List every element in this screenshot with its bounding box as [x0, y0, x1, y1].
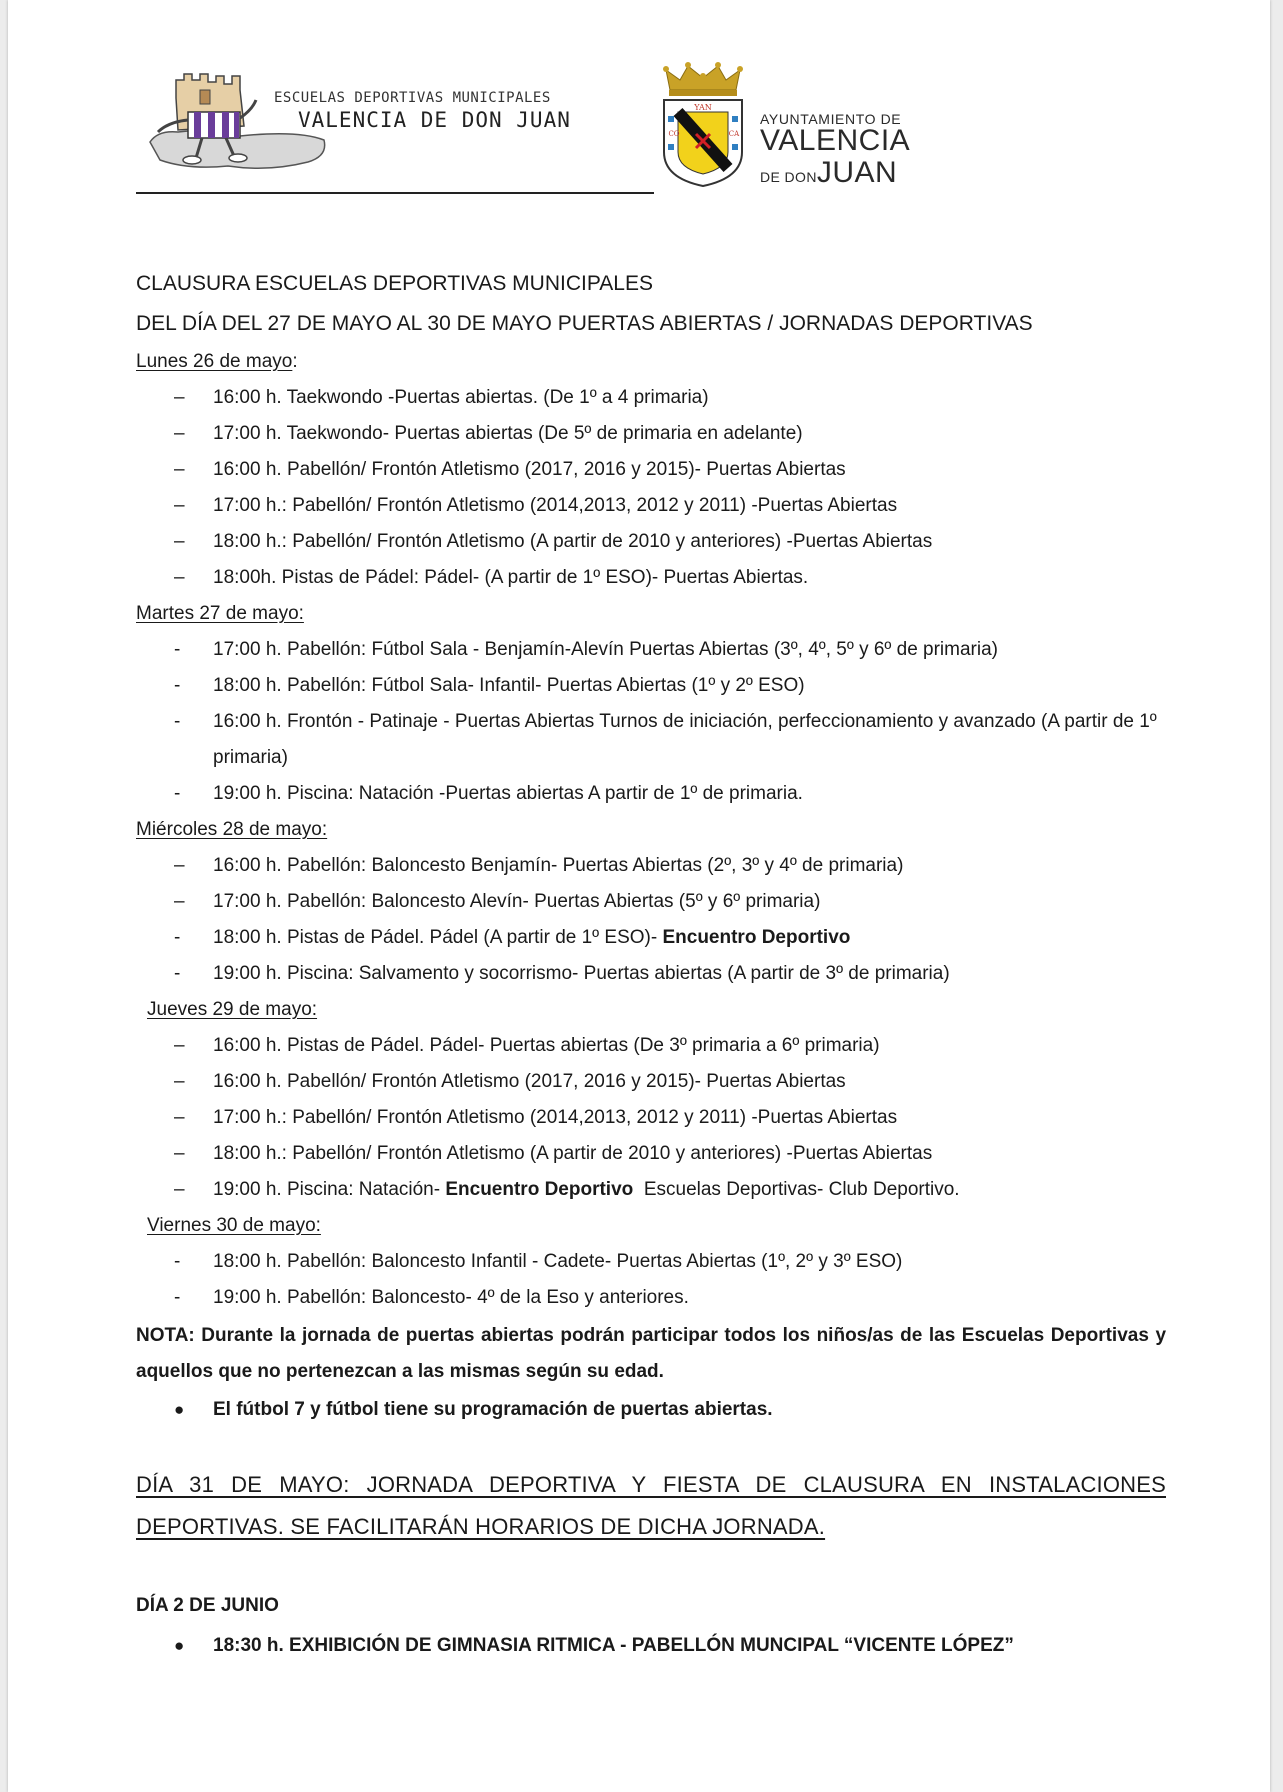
ayuntamiento-line1: AYUNTAMIENTO DE [760, 111, 902, 127]
day-label: Viernes 30 de mayo: [147, 1215, 321, 1236]
list-item [136, 776, 1166, 812]
list-item [136, 848, 1166, 884]
bullet-dot-icon: ● [174, 1636, 185, 1655]
day-label: Lunes 26 de mayo [136, 351, 293, 372]
item-text: 19:00 h. Piscina: Salvamento y socorrismo- Puertas abiertas (A partir de 3º de primaria) [213, 963, 950, 984]
list-item [136, 488, 1166, 524]
nota-label: NOTA: [136, 1325, 195, 1346]
item-text: 18:00 h.: Pabellón/ Frontón Atletismo (A partir de 2010 y anteriores) -Puertas Abiertas [213, 531, 933, 552]
list-item [136, 1390, 1166, 1430]
list-jueves [136, 1028, 1166, 1208]
item-text: 18:00 h. Pabellón: Baloncesto Infantil - Cadete- Puertas Abiertas (1º, 2º y 3º ESO) [213, 1251, 903, 1272]
nota-bullet-list [136, 1390, 1166, 1430]
list-martes [136, 632, 1166, 812]
list-miercoles [136, 848, 1166, 992]
dash-bullet: - [174, 1251, 181, 1272]
day-heading-viernes [136, 1208, 1166, 1244]
header-divider [136, 192, 654, 194]
dash-bullet: - [174, 711, 181, 732]
list-item [136, 1172, 1166, 1208]
day-heading-jueves [136, 992, 1166, 1028]
nota-text: Durante la jornada de puertas abiertas podrán participar todos los niños/as de las Escuelas Deportivas y aquellos que no pertenezcan a las mismas según su edad. [136, 1325, 1167, 1382]
dash-bullet: – [174, 459, 185, 480]
item-text: 16:00 h. Frontón - Patinaje - Puertas Abiertas Turnos de iniciación, perfeccionamiento y avanzado (A partir de 1º primaria) [213, 711, 1157, 768]
list-item [136, 884, 1166, 920]
list-item [136, 416, 1166, 452]
dash-bullet: – [174, 1035, 185, 1056]
item-text: 18:30 h. EXHIBICIÓN DE GIMNASIA RITMICA - PABELLÓN MUNCIPAL “VICENTE LÓPEZ” [213, 1635, 1014, 1656]
list-item [136, 452, 1166, 488]
dash-bullet: – [174, 531, 185, 552]
list-item [136, 704, 1166, 776]
item-text: 16:00 h. Pabellón/ Frontón Atletismo (2017, 2016 y 2015)- Puertas Abiertas [213, 1071, 846, 1092]
item-text: 18:00 h. Pabellón: Fútbol Sala- Infantil- Puertas Abiertas (1º y 2º ESO) [213, 675, 805, 696]
dia-2-heading: DÍA 2 DE JUNIO [136, 1595, 279, 1616]
dash-bullet: – [174, 855, 185, 876]
list-item [136, 632, 1166, 668]
dash-bullet: - [174, 675, 181, 696]
school-name-line1: ESCUELAS DEPORTIVAS MUNICIPALES [274, 90, 551, 106]
dash-bullet: - [174, 963, 181, 984]
school-name-line2: VALENCIA DE DON JUAN [298, 108, 571, 132]
list-item [136, 1626, 1166, 1666]
item-text: 18:00h. Pistas de Pádel: Pádel- (A partir de 1º ESO)- Puertas Abiertas. [213, 567, 809, 588]
main-content [136, 264, 1166, 1666]
list-item [136, 1244, 1166, 1280]
list-item [136, 1100, 1166, 1136]
dash-bullet: – [174, 387, 185, 408]
day-heading-lunes [136, 344, 1166, 380]
item-text: 16:00 h. Taekwondo -Puertas abiertas. (De 1º a 4 primaria) [213, 387, 709, 408]
item-bold-text: Encuentro Deportivo [445, 1179, 634, 1200]
dia-2-list [136, 1626, 1166, 1666]
list-item [136, 524, 1166, 560]
day-suffix: : [292, 351, 298, 372]
list-item [136, 956, 1166, 992]
dash-bullet: – [174, 1179, 185, 1200]
list-item [136, 668, 1166, 704]
item-text: 18:00 h.: Pabellón/ Frontón Atletismo (A partir de 2010 y anteriores) -Puertas Abiertas [213, 1143, 933, 1164]
crest-text-yan: YAN [694, 103, 712, 112]
document-page [8, 0, 1270, 1792]
item-text: 16:00 h. Pabellón: Baloncesto Benjamín- Puertas Abiertas (2º, 3º y 4º de primaria) [213, 855, 904, 876]
list-item [136, 1136, 1166, 1172]
item-text: 17:00 h. Pabellón: Fútbol Sala - Benjamín-Alevín Puertas Abiertas (3º, 4º, 5º y 6º de primaria) [213, 639, 998, 660]
dash-bullet: – [174, 567, 185, 588]
dash-bullet: – [174, 1071, 185, 1092]
dash-bullet: – [174, 1143, 185, 1164]
item-text: 17:00 h. Pabellón: Baloncesto Alevín- Puertas Abiertas (5º y 6º primaria) [213, 891, 821, 912]
dash-bullet: - [174, 1287, 181, 1308]
item-text: 16:00 h. Pabellón/ Frontón Atletismo (2017, 2016 y 2015)- Puertas Abiertas [213, 459, 846, 480]
list-item [136, 1280, 1166, 1316]
item-text: 18:00 h. Pistas de Pádel. Pádel (A partir de 1º ESO)- [213, 927, 663, 948]
list-item [136, 1064, 1166, 1100]
item-text: 17:00 h.: Pabellón/ Frontón Atletismo (2014,2013, 2012 y 2011) -Puertas Abiertas [213, 1107, 898, 1128]
dash-bullet: - [174, 927, 181, 948]
day-heading-miercoles: Miércoles 28 de mayo: [136, 819, 328, 840]
title-1: CLAUSURA ESCUELAS DEPORTIVAS MUNICIPALES [136, 272, 653, 295]
list-viernes [136, 1244, 1166, 1316]
municipal-crest-icon [656, 60, 750, 188]
item-bold-text: Encuentro Deportivo [662, 927, 851, 948]
item-text: 19:00 h. Piscina: Natación -Puertas abiertas A partir de 1º de primaria. [213, 783, 803, 804]
ayuntamiento-line3-big: JUAN [816, 156, 898, 189]
dash-bullet: – [174, 423, 185, 444]
title-2: DEL DÍA DEL 27 DE MAYO AL 30 DE MAYO PUERTAS ABIERTAS / JORNADAS DEPORTIVAS [136, 312, 1033, 335]
day-heading-martes: Martes 27 de mayo: [136, 603, 304, 624]
list-item [136, 380, 1166, 416]
item-text: 17:00 h. Taekwondo- Puertas abiertas (De 5º de primaria en adelante) [213, 423, 803, 444]
day-label: Jueves 29 de mayo: [147, 999, 318, 1020]
ayuntamiento-line2: VALENCIA [760, 124, 911, 157]
item-text-after: Escuelas Deportivas- Club Deportivo. [633, 1179, 960, 1200]
item-text: 17:00 h.: Pabellón/ Frontón Atletismo (2014,2013, 2012 y 2011) -Puertas Abiertas [213, 495, 898, 516]
ayuntamiento-line3 [760, 156, 897, 190]
dash-bullet: – [174, 891, 185, 912]
item-text: El fútbol 7 y fútbol tiene su programación de puertas abiertas. [213, 1399, 773, 1420]
item-text: 16:00 h. Pistas de Pádel. Pádel- Puertas abiertas (De 3º primaria a 6º primaria) [213, 1035, 880, 1056]
nota-paragraph [136, 1318, 1166, 1390]
dash-bullet: – [174, 1107, 185, 1128]
list-item [136, 1028, 1166, 1064]
crest-text-ca: CA [728, 130, 740, 138]
list-item [136, 920, 1166, 956]
item-text: 19:00 h. Pabellón: Baloncesto- 4º de la Eso y anteriores. [213, 1287, 689, 1308]
list-item [136, 560, 1166, 596]
dash-bullet: - [174, 639, 181, 660]
bullet-dot-icon: ● [174, 1400, 185, 1419]
dia-31-announcement: DÍA 31 DE MAYO: JORNADA DEPORTIVA Y FIESTA DE CLAUSURA EN INSTALACIONES DEPORTIVAS. SE FACILITARÁN HORARIOS DE DICHA JORNADA. [136, 1472, 1166, 1539]
dash-bullet: - [174, 783, 181, 804]
crest-text-co: CO [668, 130, 680, 138]
list-lunes [136, 380, 1166, 596]
ayuntamiento-line3-small: DE DON [760, 169, 817, 185]
item-text: 19:00 h. Piscina: Natación- [213, 1179, 446, 1200]
dash-bullet: – [174, 495, 185, 516]
